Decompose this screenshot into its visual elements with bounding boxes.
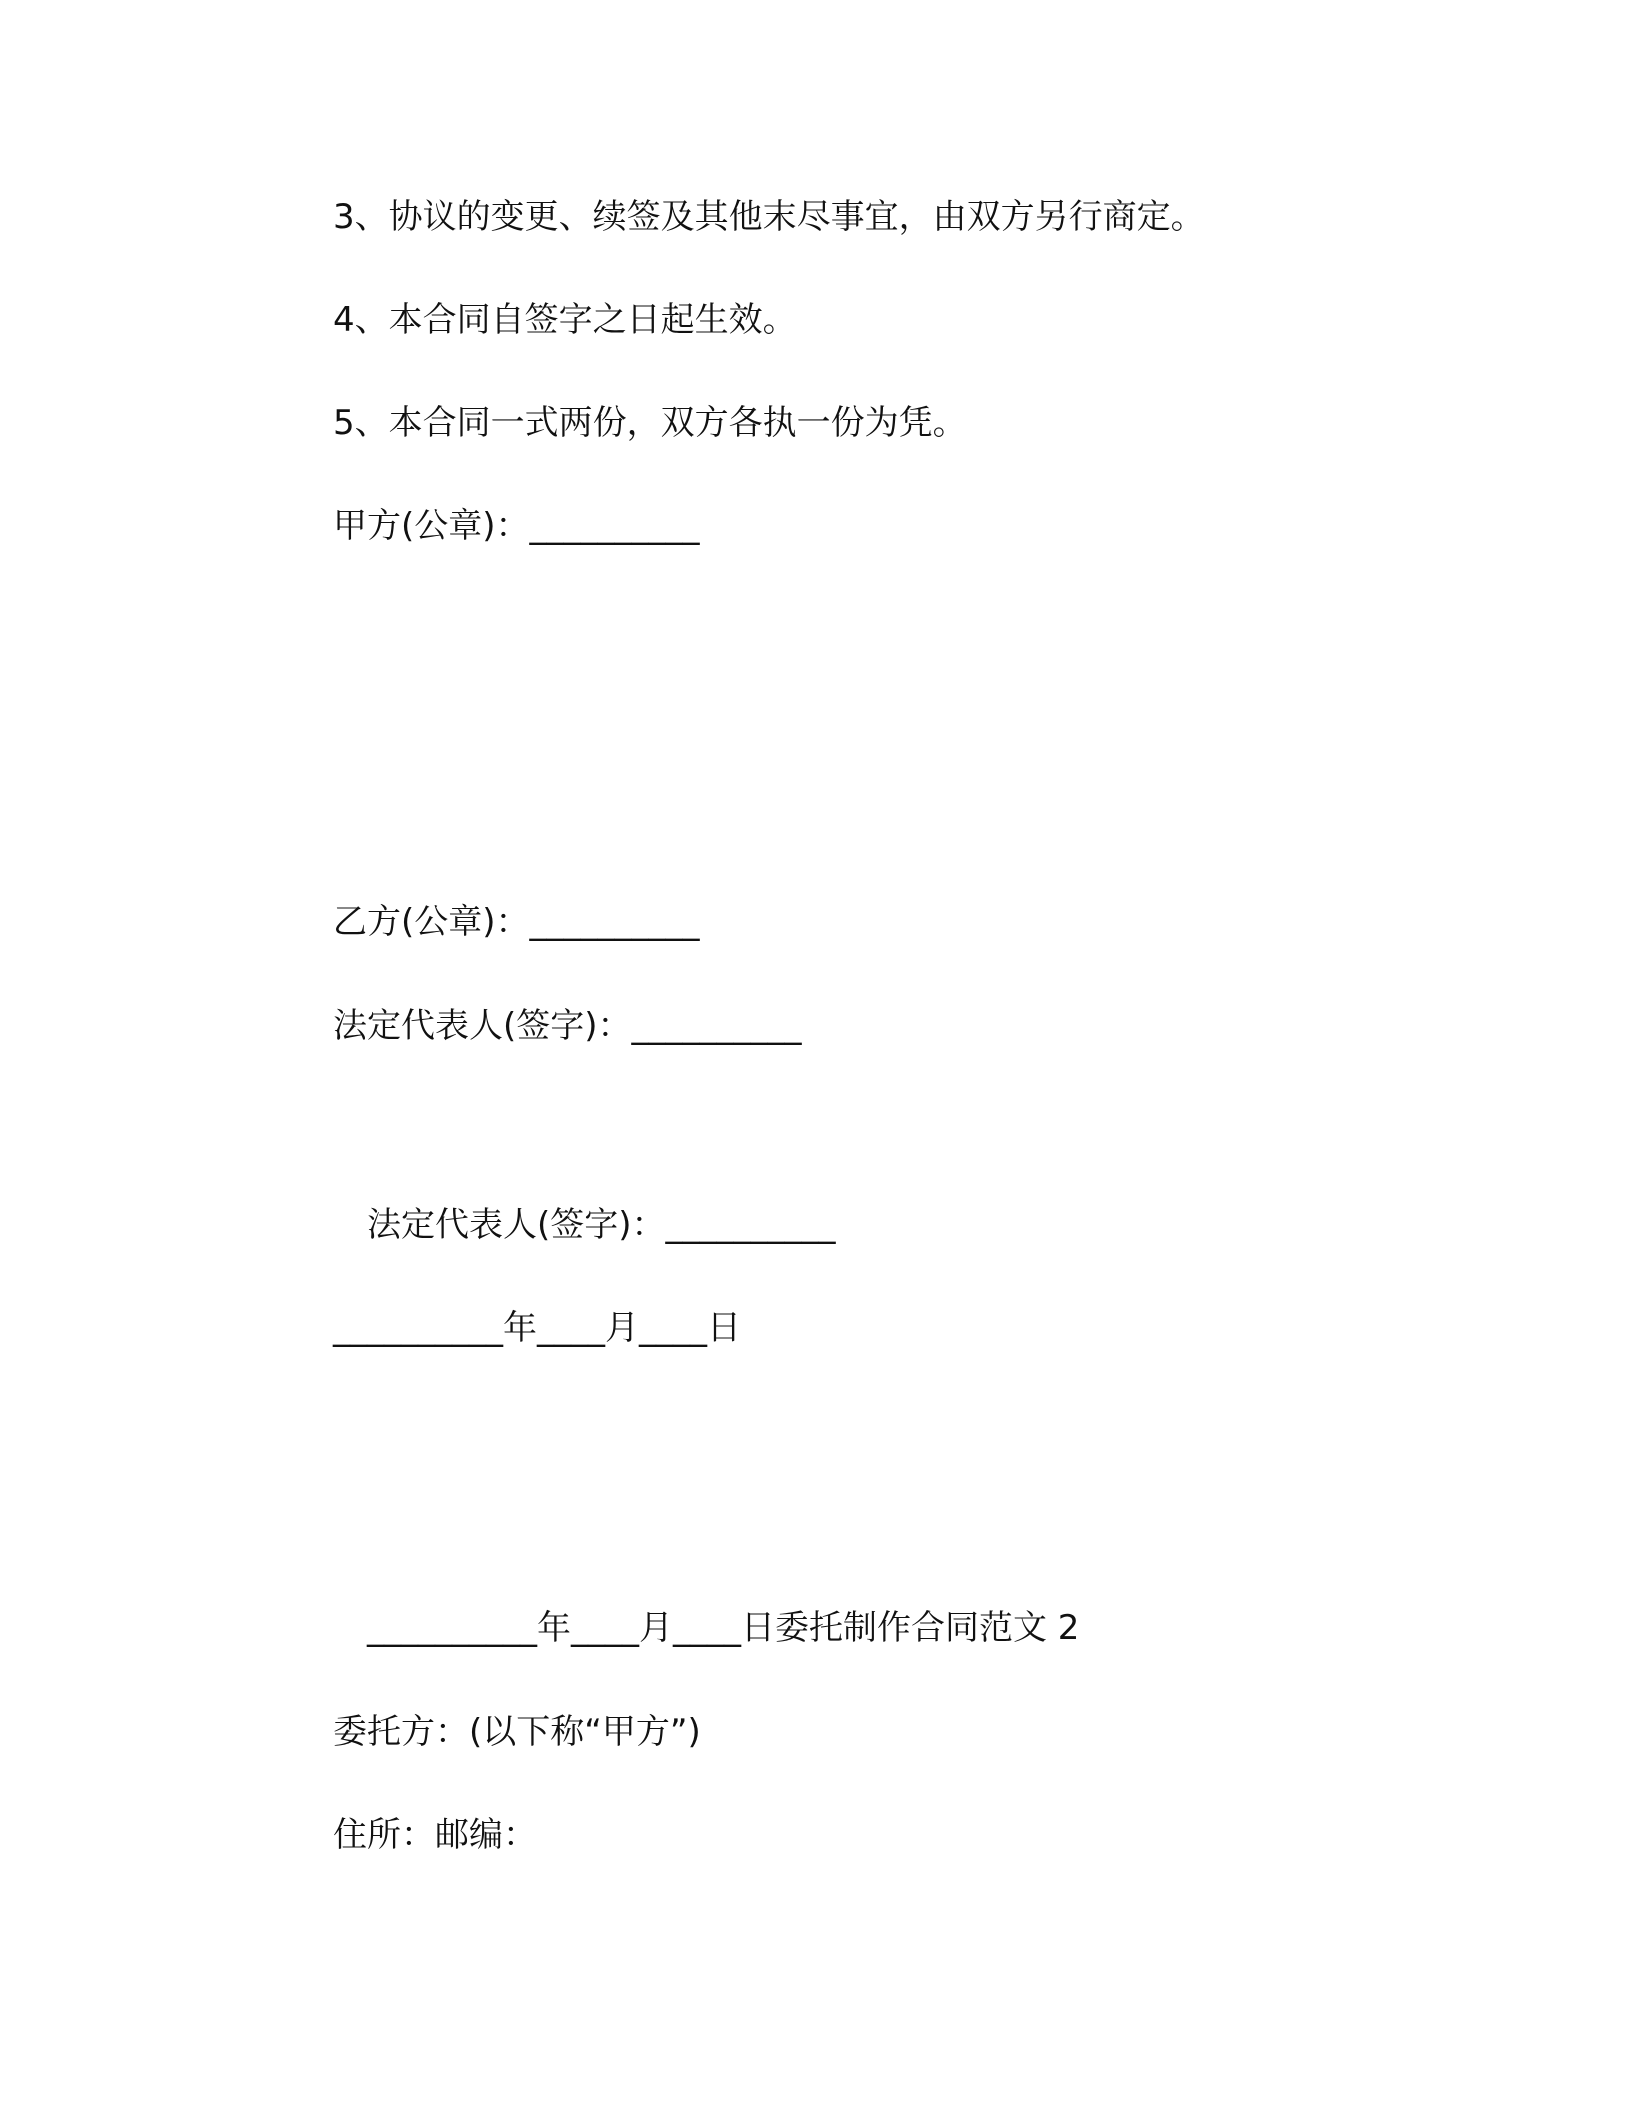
date-line-with-title: __________年____月____日委托制作合同范文 2 bbox=[333, 1608, 1080, 1648]
date-line: __________年____月____日 bbox=[333, 1308, 741, 1348]
clause-3: 3、协议的变更、续签及其他末尽事宜，由双方另行商定。 bbox=[333, 197, 1205, 237]
legal-representative-signature-line: 法定代表人(签字)：__________ bbox=[333, 1006, 802, 1046]
clause-4: 4、本合同自签字之日起生效。 bbox=[333, 300, 797, 340]
legal-representative-signature-line-indented: 法定代表人(签字)：__________ bbox=[333, 1205, 836, 1245]
address-postcode-line: 住所：邮编： bbox=[333, 1815, 537, 1855]
party-b-seal-line: 乙方(公章)：__________ bbox=[333, 902, 700, 942]
client-line: 委托方：(以下称“甲方”) bbox=[333, 1712, 701, 1752]
party-a-seal-line: 甲方(公章)：__________ bbox=[333, 506, 700, 546]
clause-5: 5、本合同一式两份，双方各执一份为凭。 bbox=[333, 403, 967, 443]
